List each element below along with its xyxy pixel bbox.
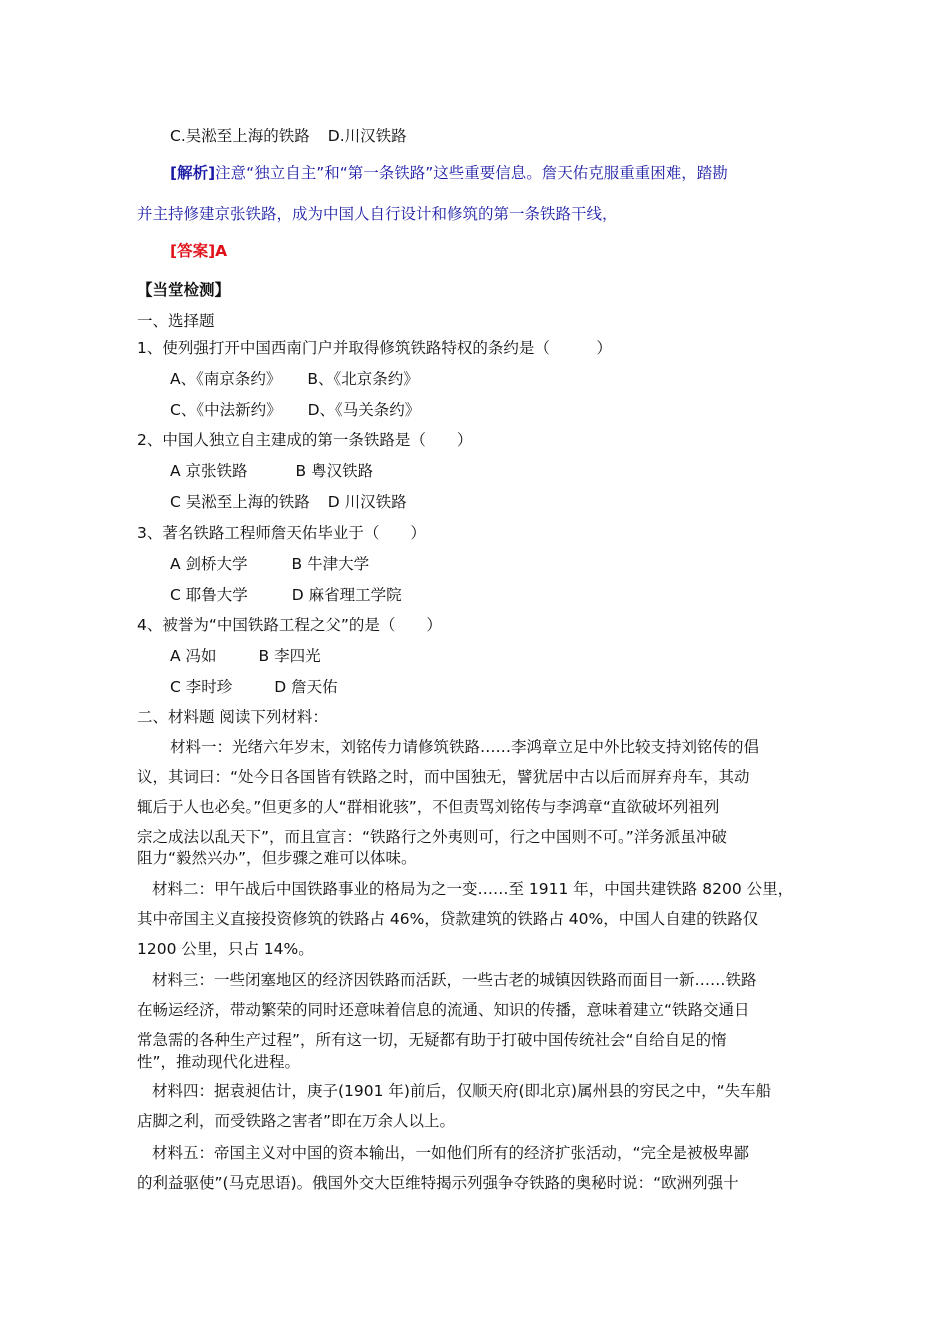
answer-value: A [215,242,228,260]
q1-option-d: D、《马关条约》 [307,401,421,419]
material-line: 其中帝国主义直接投资修筑的铁路占 46%，贷款建筑的铁路占 40%，中国人自建的铁路仅 [137,910,759,928]
material-line: 材料三：一些闭塞地区的经济因铁路而活跃，一些古老的城镇因铁路而面目一新……铁路 [152,971,757,989]
material-line: 性”，推动现代化进程。 [137,1053,301,1071]
material-line: 常急需的各种生产过程”，所有这一切，无疑都有助于打破中国传统社会“自给自足的惰 [137,1031,727,1049]
material-line: 1200 公里，只占 14%。 [137,940,314,958]
question-4-stem: 4、被誉为“中国铁路工程之父”的是（ ） [137,616,442,634]
analysis-line-2: 并主持修建京张铁路，成为中国人自行设计和修筑的第一条铁路干线， [137,205,618,223]
analysis-text-1: 注意“独立自主”和“第一条铁路”这些重要信息。詹天佑克服重重困难，踏勘 [215,164,728,182]
analysis-line-1 [170,163,728,183]
question-4-options-row-1 [170,646,321,666]
part2-title: 二、材料题 阅读下列材料： [137,708,328,726]
q3-option-c: C 耶鲁大学 [170,586,248,604]
q4-option-b: B 李四光 [258,647,321,665]
material-line: 宗之成法以乱天下”，而且宣言：“铁路行之外夷则可，行之中国则不可。”洋务派虽冲破 [137,828,727,846]
q1-option-c: C、《中法新约》 [170,401,282,419]
q3-option-d: D 麻省理工学院 [291,586,402,604]
q4-option-d: D 詹天佑 [274,678,338,696]
question-3-options-row-2 [170,585,402,605]
q3-option-b: B 牛津大学 [291,555,370,573]
part1-title: 一、选择题 [137,312,215,330]
material-line: 材料二：甲午战后中国铁路事业的格局为之一变……至 1911 年，中国共建铁路 8200 公里， [152,880,794,898]
q2-option-a: A 京张铁路 [170,462,248,480]
question-1-stem: 1、使列强打开中国西南门户并取得修筑铁路特权的条约是（ ） [137,339,612,357]
q1-option-a: A、《南京条约》 [170,370,282,388]
prev-options-row [170,126,407,146]
material-line: 材料一：光绪六年岁末，刘铭传力请修筑铁路……李鸿章立足中外比较支持刘铭传的倡 [170,738,760,756]
q2-option-b: B 粤汉铁路 [295,462,374,480]
prev-option-d: D.川汉铁路 [327,127,407,145]
material-line: 阻力“毅然兴办”，但步骤之难可以体味。 [137,849,417,867]
answer-tag: [答案] [170,242,216,260]
prev-option-c: C.吴淞至上海的铁路 [170,127,310,145]
material-line: 材料四：据袁昶估计，庚子(1901 年)前后，仅顺天府(即北京)属州县的穷民之中，“失车船 [152,1082,772,1100]
question-3-stem: 3、著名铁路工程师詹天佑毕业于（ ） [137,524,426,542]
q2-option-d: D 川汉铁路 [327,493,407,511]
question-1-options-row-2 [170,400,420,420]
question-2-options-row-2 [170,492,407,512]
section-title: 【当堂检测】 [137,281,231,299]
question-4-options-row-2 [170,677,338,697]
material-line: 在畅运经济，带动繁荣的同时还意味着信息的流通、知识的传播，意味着建立“铁路交通日 [137,1001,750,1019]
analysis-tag: [解析] [170,164,216,182]
q3-option-a: A 剑桥大学 [170,555,248,573]
q4-option-a: A 冯如 [170,647,217,665]
material-line: 的利益驱使”(马克思语)。俄国外交大臣维特揭示列强争夺铁路的奥秘时说：“欧洲列强十 [137,1174,739,1192]
material-line: 材料五：帝国主义对中国的资本输出，一如他们所有的经济扩张活动，“完全是被极卑鄙 [152,1144,750,1162]
q1-option-b: B、《北京条约》 [307,370,419,388]
question-2-options-row-1 [170,461,373,481]
q4-option-c: C 李时珍 [170,678,233,696]
q2-option-c: C 吴淞至上海的铁路 [170,493,310,511]
question-1-options-row-1 [170,369,419,389]
question-2-stem: 2、中国人独立自主建成的第一条铁路是（ ） [137,431,473,449]
answer-line [170,241,227,261]
question-3-options-row-1 [170,554,369,574]
material-line: 店脚之利，而受铁路之害者”即在万余人以上。 [137,1112,456,1130]
material-line: 议，其词曰：“处今日各国皆有铁路之时，而中国独无，譬犹居中古以后而屏弃舟车，其动 [137,768,750,786]
material-line: 辄后于人也必矣。”但更多的人“群相讹骇”，不但责骂刘铭传与李鸿章“直欲破坏列祖列 [137,798,720,816]
